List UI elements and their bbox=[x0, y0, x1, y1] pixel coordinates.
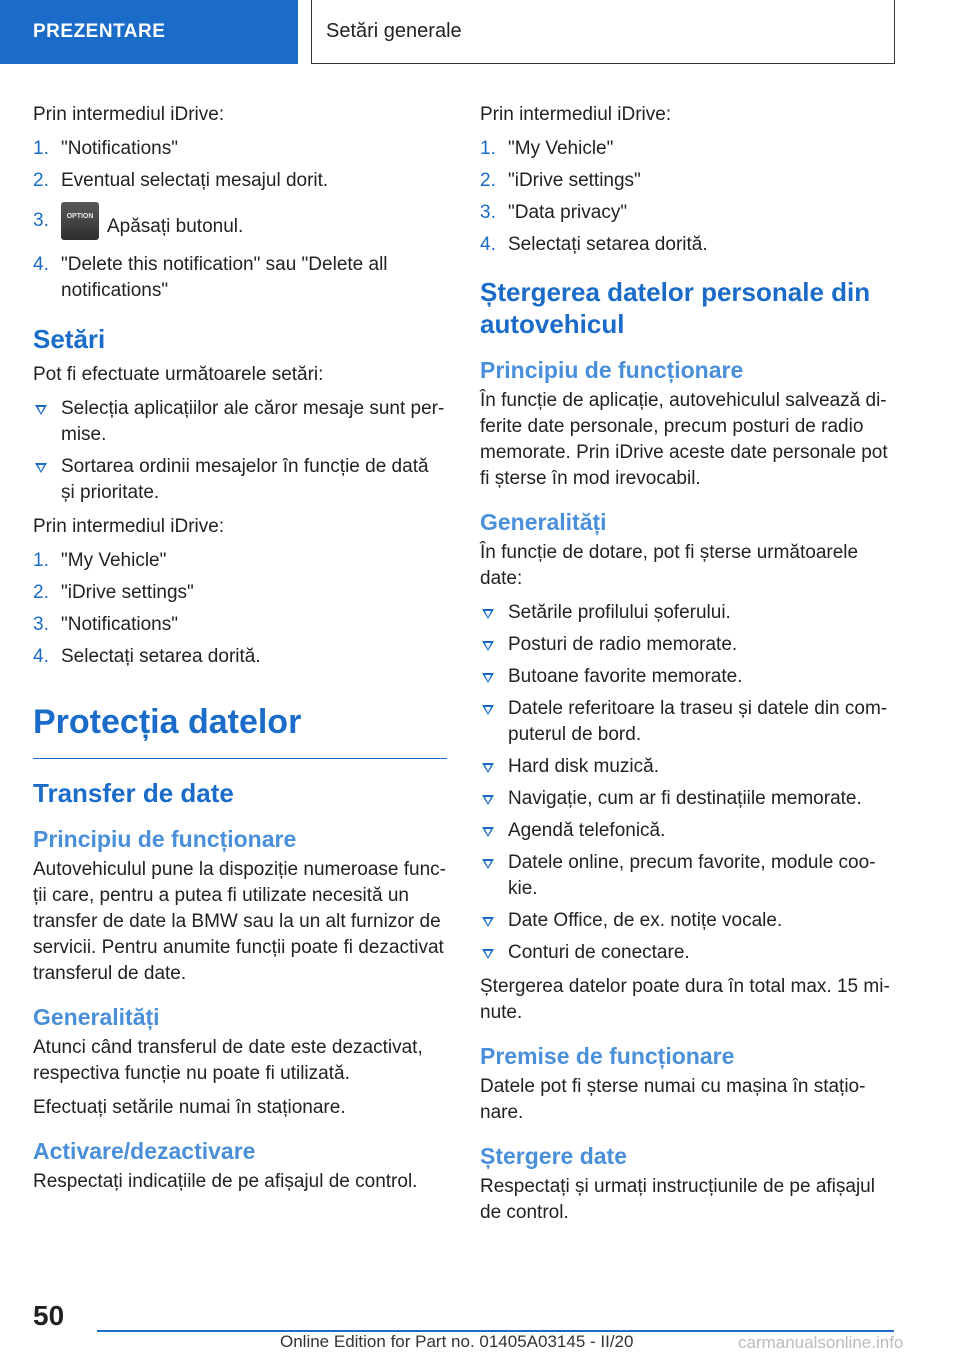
list-item bbox=[33, 208, 447, 246]
page-number: 50 bbox=[33, 1300, 65, 1331]
subsection-heading: Generalități bbox=[33, 1004, 160, 1030]
list-item bbox=[33, 612, 447, 638]
step-number: 3. bbox=[480, 202, 496, 223]
step-number: 2. bbox=[33, 170, 49, 191]
list-item bbox=[33, 396, 447, 448]
list-item bbox=[33, 136, 447, 162]
step-text: "iDrive settings" bbox=[61, 582, 194, 603]
subsection-heading: Principiu de funcționare bbox=[33, 826, 297, 852]
list-item bbox=[480, 818, 890, 844]
bullet-text: Butoane favorite memorate. bbox=[508, 666, 743, 687]
bullet-text: Agendă telefonică. bbox=[508, 820, 666, 841]
step-text: Eventual selectați mesajul dorit. bbox=[61, 170, 329, 191]
paragraph: În funcție de aplicație, autovehiculul salvează di-ferite date personale, precum posturi de radio memorate. Prin iDrive aceste date personale pot fi șterse în mod irevocabil. bbox=[480, 390, 888, 489]
list-item bbox=[480, 940, 890, 966]
left-column bbox=[33, 102, 447, 1203]
list-item bbox=[33, 252, 447, 304]
intro-text: Prin intermediul iDrive: bbox=[33, 104, 225, 125]
subsection-heading: Principiu de funcționare bbox=[480, 357, 744, 383]
bullet-text: Sortarea ordinii mesajelor în funcție de dată și prioritate. bbox=[61, 456, 429, 503]
step-number: 2. bbox=[480, 170, 496, 191]
step-number: 1. bbox=[480, 138, 496, 159]
list-item bbox=[33, 644, 447, 670]
header-chapter-title: Setări generale bbox=[311, 0, 895, 64]
subsection-heading: Activare/dezactivare bbox=[33, 1138, 256, 1164]
triangle-bullet-icon bbox=[482, 705, 494, 715]
paragraph: Pot fi efectuate următoarele setări: bbox=[33, 364, 324, 385]
list-item bbox=[480, 664, 890, 690]
watermark: carmanualsonline.info bbox=[738, 1333, 904, 1352]
step-number: 2. bbox=[33, 582, 49, 603]
option-button-icon: OPTION bbox=[61, 202, 99, 240]
intro-text: Prin intermediul iDrive: bbox=[480, 104, 672, 125]
triangle-bullet-icon bbox=[482, 859, 494, 869]
step-number: 1. bbox=[33, 550, 49, 571]
bullet-text: Date Office, de ex. notițe vocale. bbox=[508, 910, 783, 931]
triangle-bullet-icon bbox=[482, 795, 494, 805]
step-text: "iDrive settings" bbox=[508, 170, 641, 191]
list-item bbox=[480, 600, 890, 626]
step-number: 3. bbox=[33, 614, 49, 635]
list-item bbox=[33, 548, 447, 574]
section-heading: Transfer de date bbox=[33, 778, 234, 808]
steps-list bbox=[480, 136, 890, 258]
intro-text: Prin intermediul iDrive: bbox=[33, 516, 225, 537]
paragraph: În funcție de dotare, pot fi șterse următoarele date: bbox=[480, 542, 859, 589]
triangle-bullet-icon bbox=[482, 763, 494, 773]
bullet-text: Datele online, precum favorite, module coo-kie. bbox=[508, 852, 876, 899]
triangle-bullet-icon bbox=[482, 641, 494, 651]
chapter-heading: Protecția datelor bbox=[33, 702, 447, 759]
step-number: 4. bbox=[33, 646, 49, 667]
paragraph: Autovehiculul pune la dispoziție numeroase func-ții care, pentru a putea fi utilizate necesită un transfer de date la BMW sau la un alt furnizor de servicii. Pentru anumite funcții poate fi dezactivat transferul de date. bbox=[33, 859, 446, 984]
step-text: Selectați setarea dorită. bbox=[61, 646, 261, 667]
subsection-heading: Ștergere date bbox=[480, 1143, 628, 1169]
step-text: "My Vehicle" bbox=[61, 550, 167, 571]
list-item bbox=[33, 454, 447, 506]
bullet-list bbox=[33, 396, 447, 506]
steps-list bbox=[33, 548, 447, 670]
bullet-list bbox=[480, 600, 890, 966]
section-heading: Ștergerea datelor personale din autovehicul bbox=[480, 277, 871, 339]
list-item bbox=[480, 786, 890, 812]
subsection-heading: Generalități bbox=[480, 509, 607, 535]
bullet-text: Posturi de radio memorate. bbox=[508, 634, 738, 655]
paragraph: Respectați indicațiile de pe afișajul de control. bbox=[33, 1171, 418, 1192]
step-text: "Delete this notification" sau "Delete all notifications" bbox=[61, 254, 388, 301]
triangle-bullet-icon bbox=[482, 917, 494, 927]
footer-edition: Online Edition for Part no. 01405A03145 - II/20 bbox=[280, 1332, 634, 1351]
step-text: "Data privacy" bbox=[508, 202, 628, 223]
list-item bbox=[480, 200, 890, 226]
list-item bbox=[480, 908, 890, 934]
triangle-bullet-icon bbox=[482, 949, 494, 959]
step-number: 4. bbox=[33, 254, 49, 275]
paragraph: Respectați și urmați instrucțiunile de pe afișajul de control. bbox=[480, 1176, 875, 1223]
bullet-text: Navigație, cum ar fi destinațiile memorate. bbox=[508, 788, 862, 809]
paragraph: Datele pot fi șterse numai cu mașina în stațio-nare. bbox=[480, 1076, 866, 1123]
step-text: Selectați setarea dorită. bbox=[508, 234, 708, 255]
paragraph: Efectuați setările numai în staționare. bbox=[33, 1097, 346, 1118]
triangle-bullet-icon bbox=[35, 405, 47, 415]
step-text: "Notifications" bbox=[61, 614, 178, 635]
list-item bbox=[480, 232, 890, 258]
list-item bbox=[33, 168, 447, 194]
list-item bbox=[480, 696, 890, 748]
bullet-text: Selecția aplicațiilor ale căror mesaje sunt per-mise. bbox=[61, 398, 445, 445]
list-item bbox=[480, 168, 890, 194]
list-item bbox=[33, 580, 447, 606]
bullet-text: Hard disk muzică. bbox=[508, 756, 659, 777]
list-item bbox=[480, 754, 890, 780]
bullet-text: Conturi de conectare. bbox=[508, 942, 690, 963]
steps-list bbox=[33, 136, 447, 304]
step-number: 4. bbox=[480, 234, 496, 255]
step-text: Apăsați butonul. bbox=[107, 216, 244, 238]
list-item bbox=[480, 632, 890, 658]
step-text: "My Vehicle" bbox=[508, 138, 614, 159]
list-item bbox=[480, 850, 890, 902]
section-title: Setări bbox=[33, 324, 106, 354]
header-section-tab: PREZENTARE bbox=[0, 0, 298, 64]
bullet-text: Datele referitoare la traseu și datele din com-puterul de bord. bbox=[508, 698, 888, 745]
triangle-bullet-icon bbox=[35, 463, 47, 473]
paragraph: Atunci când transferul de date este dezactivat, respectiva funcție nu poate fi utilizată. bbox=[33, 1037, 423, 1084]
step-number: 1. bbox=[33, 138, 49, 159]
right-column bbox=[480, 102, 890, 1234]
triangle-bullet-icon bbox=[482, 673, 494, 683]
paragraph: Ștergerea datelor poate dura în total max. 15 mi-nute. bbox=[480, 976, 890, 1023]
triangle-bullet-icon bbox=[482, 609, 494, 619]
list-item bbox=[480, 136, 890, 162]
step-text: "Notifications" bbox=[61, 138, 178, 159]
triangle-bullet-icon bbox=[482, 827, 494, 837]
step-number: 3. bbox=[33, 210, 49, 231]
subsection-heading: Premise de funcționare bbox=[480, 1043, 735, 1069]
bullet-text: Setările profilului șoferului. bbox=[508, 602, 731, 623]
